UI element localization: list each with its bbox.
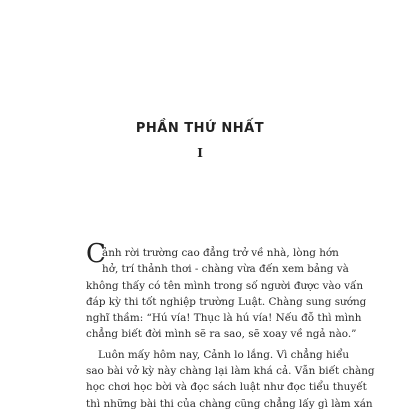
chapter-body xyxy=(86,239,375,412)
paragraph-line-text: ảnh rời trường cao đẳng trở về nhà, lòng hớn xyxy=(102,247,339,259)
paragraph-line: đáp kỳ thi tốt nghiệp trường Luật. Chàng sung sướng xyxy=(86,295,367,308)
paragraph-line: chẳng biết đời mình sẽ ra sao, sẽ xoay về ngả nào.” xyxy=(86,328,357,341)
paragraph-line: sao bài vở kỳ này chàng lại làm khá cả. Vẫn biết chàng xyxy=(86,365,375,378)
paragraph-line: hở, trí thảnh thơi - chàng vừa đến xem bảng và xyxy=(102,263,349,276)
paragraph-line: nghĩ thầm: “Hú vía! Thục là hú vía! Nếu đỗ thì mình xyxy=(86,312,362,325)
paragraph-line: Luôn mấy hôm nay, Cảnh lo lắng. Vì chẳng hiểu xyxy=(98,348,350,361)
part-title: PHẦN THỨ NHẤT xyxy=(135,121,265,136)
paragraph-line: thì những bài thi của chàng cũng chẳng lấy gì làm xán xyxy=(86,397,373,410)
paragraph-line xyxy=(86,239,339,269)
chapter-number: I xyxy=(197,146,203,160)
paragraph-line: học chơi học bời và đọc sách luật như đọc tiểu thuyết xyxy=(86,381,367,394)
paragraph-line: không thấy có tên mình trong số người được vào vấn xyxy=(86,279,364,292)
paragraph-1 xyxy=(86,239,367,343)
paragraph-2 xyxy=(86,347,375,412)
drop-cap: C xyxy=(86,239,106,269)
